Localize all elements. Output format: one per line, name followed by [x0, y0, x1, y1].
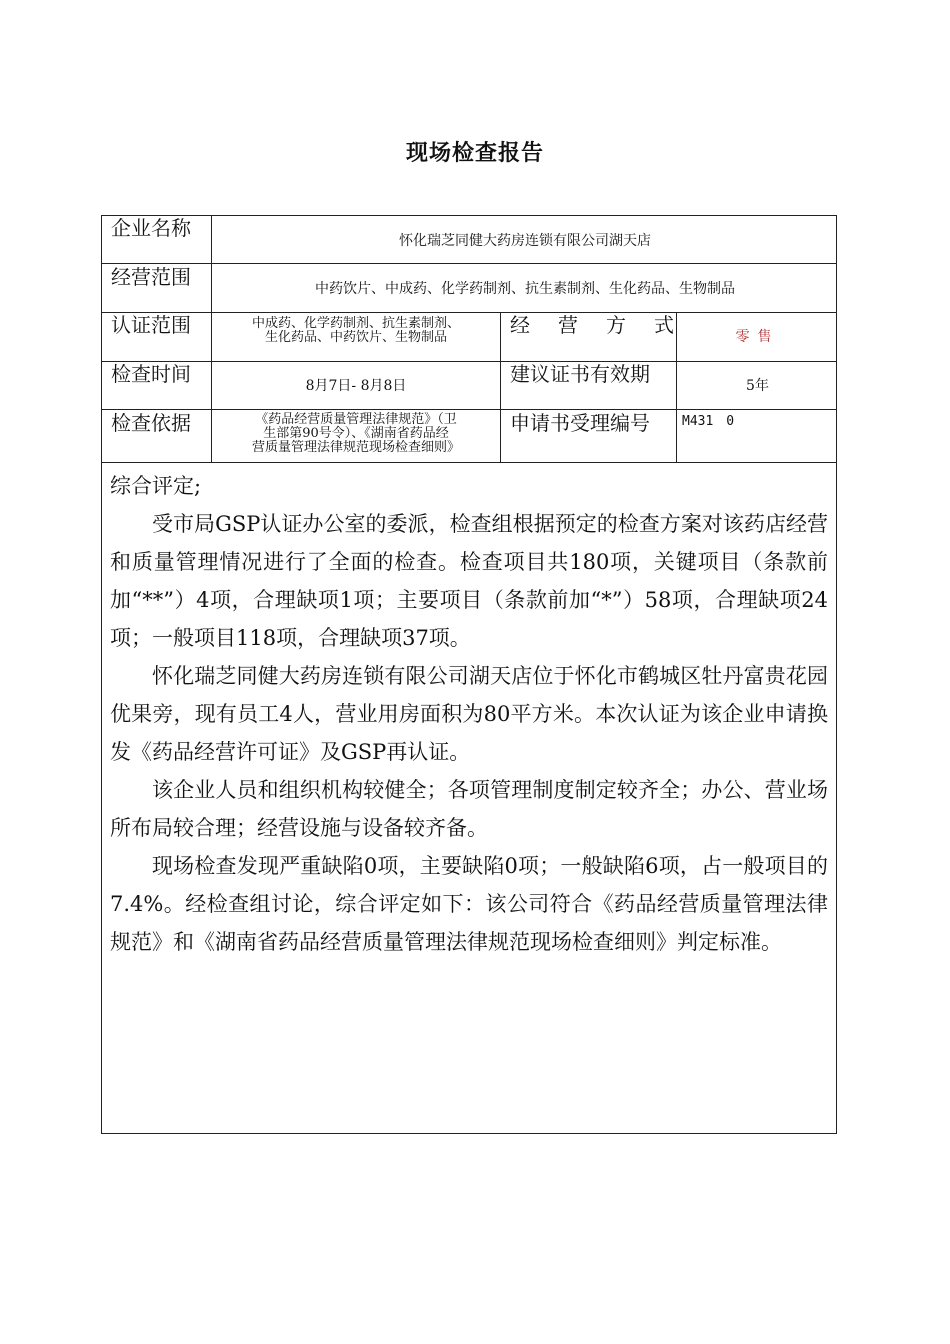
basis-label: 检查依据	[111, 411, 191, 435]
inspection-report-table	[101, 215, 837, 1134]
evaluation-section	[102, 463, 836, 1133]
cert-scope-label: 认证范围	[111, 313, 191, 337]
row-divider	[102, 361, 836, 362]
validity-value: 5年	[746, 378, 769, 394]
evaluation-paragraph-2: 怀化瑞芝同健大药房连锁有限公司湖天店位于怀化市鹤城区牡丹富贵花园优果旁，现有员工4人，营业用房面积为80平方米。本次认证为该企业申请换发《药品经营许可证》及GSP再认证。	[110, 664, 828, 764]
row-divider	[102, 263, 836, 264]
row-divider	[102, 409, 836, 410]
evaluation-paragraph-3: 该企业人员和组织机构较健全；各项管理制度制定较齐全；办公、营业场所布局较合理；经营设施与设备较齐备。	[110, 778, 828, 840]
validity-label: 建议证书有效期	[510, 362, 650, 386]
enterprise-name-label: 企业名称	[111, 216, 191, 240]
basis-line-2: 生部第90号令）、《湖南省药品经	[263, 426, 449, 441]
cert-scope-line-1: 中成药、化学药制剂、抗生素制剂、	[251, 316, 460, 331]
inspection-time-label: 检查时间	[111, 362, 191, 386]
cert-scope-value	[212, 317, 500, 345]
cert-scope-line-2: 生化药品、中药饮片、生物制品	[264, 330, 447, 345]
business-mode-value: 零售	[735, 329, 780, 345]
application-no-value: M431 0	[682, 414, 735, 429]
business-scope-value: 中药饮片、中成药、化学药制剂、抗生素制剂、生化药品、生物制品	[315, 281, 735, 297]
application-no-label: 申请书受理编号	[510, 411, 650, 435]
evaluation-heading: 综合评定;	[110, 474, 202, 498]
evaluation-paragraph-4: 现场检查发现严重缺陷0项，主要缺陷0项；一般缺陷6项，占一般项目的7.4%。经检查组讨论，综合评定如下：该公司符合《药品经营质量管理法律规范》和《湖南省药品经营质量管理法律规范现场检查细则》判定标准。	[110, 854, 828, 954]
basis-line-3: 营质量管理法律规范现场检查细则》	[251, 440, 460, 455]
basis-line-1: 《药品经营质量管理法律规范》（卫	[255, 412, 457, 427]
business-scope-label: 经营范围	[111, 265, 191, 289]
evaluation-body	[110, 467, 828, 961]
basis-value	[212, 413, 500, 455]
evaluation-paragraph-1: 受市局GSP认证办公室的委派，检查组根据预定的检查方案对该药店经营和质量管理情况进行了全面的检查。检查项目共180项，关键项目（条款前加“**”）4项，合理缺项1项；主要项目（条款前加“*”）58项，合理缺项24项；一般项目118项，合理缺项37项。	[110, 512, 828, 650]
business-mode-label: 经营方式	[510, 313, 702, 337]
enterprise-name-value: 怀化瑞芝同健大药房连锁有限公司湖天店	[399, 233, 651, 249]
page-title: 现场检查报告	[405, 141, 544, 166]
column-divider	[500, 312, 501, 462]
row-divider	[102, 312, 836, 313]
inspection-time-value: 8月7日- 8月8日	[305, 378, 407, 394]
